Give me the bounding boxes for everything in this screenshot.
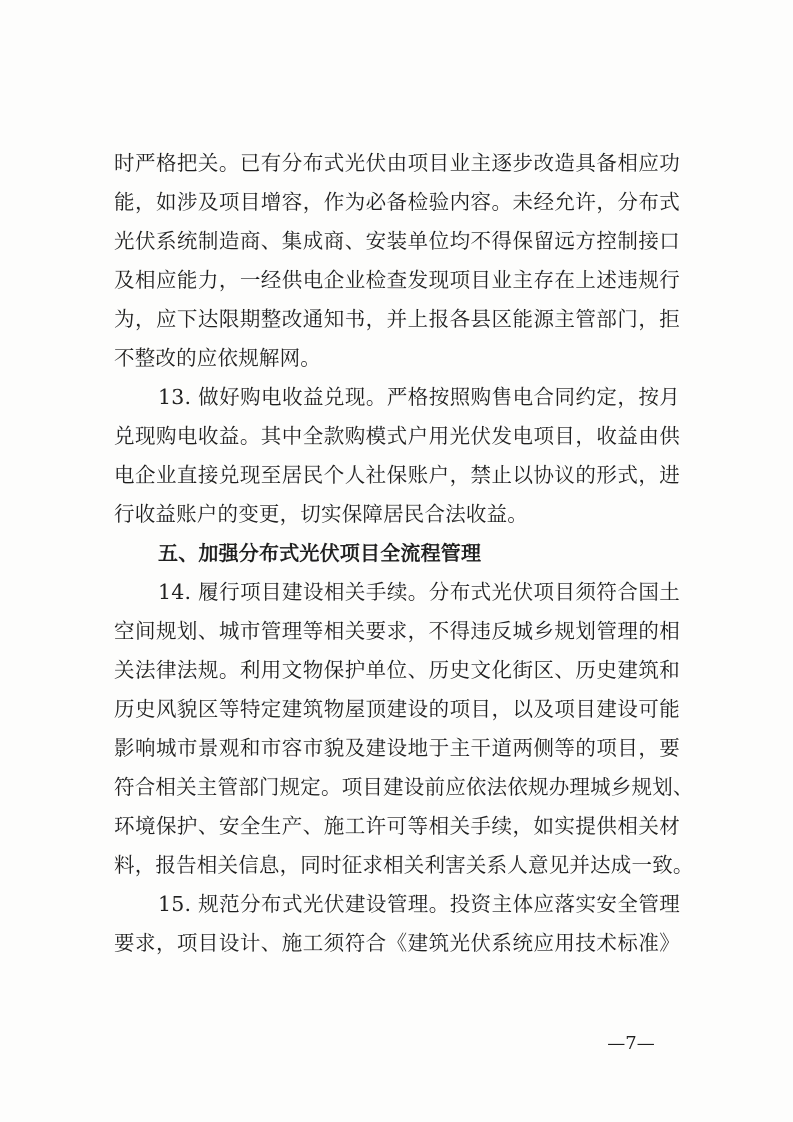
body-line: 光伏系统制造商、集成商、安装单位均不得保留远方控制接口 [114, 229, 680, 253]
body-line: 及相应能力，一经供电企业检查发现项目业主存在上述违规行 [114, 268, 680, 292]
paragraph-15-start: 15. 规范分布式光伏建设管理。投资主体应落实安全管理 [158, 892, 680, 916]
body-line: 兑现购电收益。其中全款购模式户用光伏发电项目，收益由供 [114, 424, 680, 448]
body-line: 要求，项目设计、施工须符合《建筑光伏系统应用技术标准》 [114, 931, 680, 955]
body-line: 环境保护、安全生产、施工许可等相关手续，如实提供相关材 [114, 814, 680, 838]
body-line: 时严格把关。已有分布式光伏由项目业主逐步改造具备相应功 [114, 151, 680, 175]
paragraph-13-start: 13. 做好购电收益兑现。严格按照购售电合同约定，按月 [158, 385, 680, 409]
body-line: 电企业直接兑现至居民个人社保账户，禁止以协议的形式，进 [114, 463, 680, 487]
paragraph-14-start: 14. 履行项目建设相关手续。分布式光伏项目须符合国土 [158, 580, 680, 604]
body-line: 为，应下达限期整改通知书，并上报各县区能源主管部门，拒 [114, 307, 680, 331]
page-number: —7— [607, 1033, 655, 1054]
body-line: 符合相关主管部门规定。项目建设前应依法依规办理城乡规划、 [114, 775, 694, 799]
body-line: 历史风貌区等特定建筑物屋顶建设的项目，以及项目建设可能 [114, 697, 680, 721]
body-line: 行收益账户的变更，切实保障居民合法收益。 [114, 502, 528, 526]
body-line: 空间规划、城市管理等相关要求，不得违反城乡规划管理的相 [114, 619, 680, 643]
body-line: 影响城市景观和市容市貌及建设地于主干道两侧等的项目，要 [114, 736, 680, 760]
body-line: 关法律法规。利用文物保护单位、历史文化街区、历史建筑和 [114, 658, 680, 682]
section-heading: 五、加强分布式光伏项目全流程管理 [158, 541, 482, 565]
body-line: 能，如涉及项目增容，作为必备检验内容。未经允许，分布式 [114, 190, 680, 214]
body-line: 不整改的应依规解网。 [114, 346, 321, 370]
body-line: 料，报告相关信息，同时征求相关利害关系人意见并达成一致。 [114, 853, 694, 877]
